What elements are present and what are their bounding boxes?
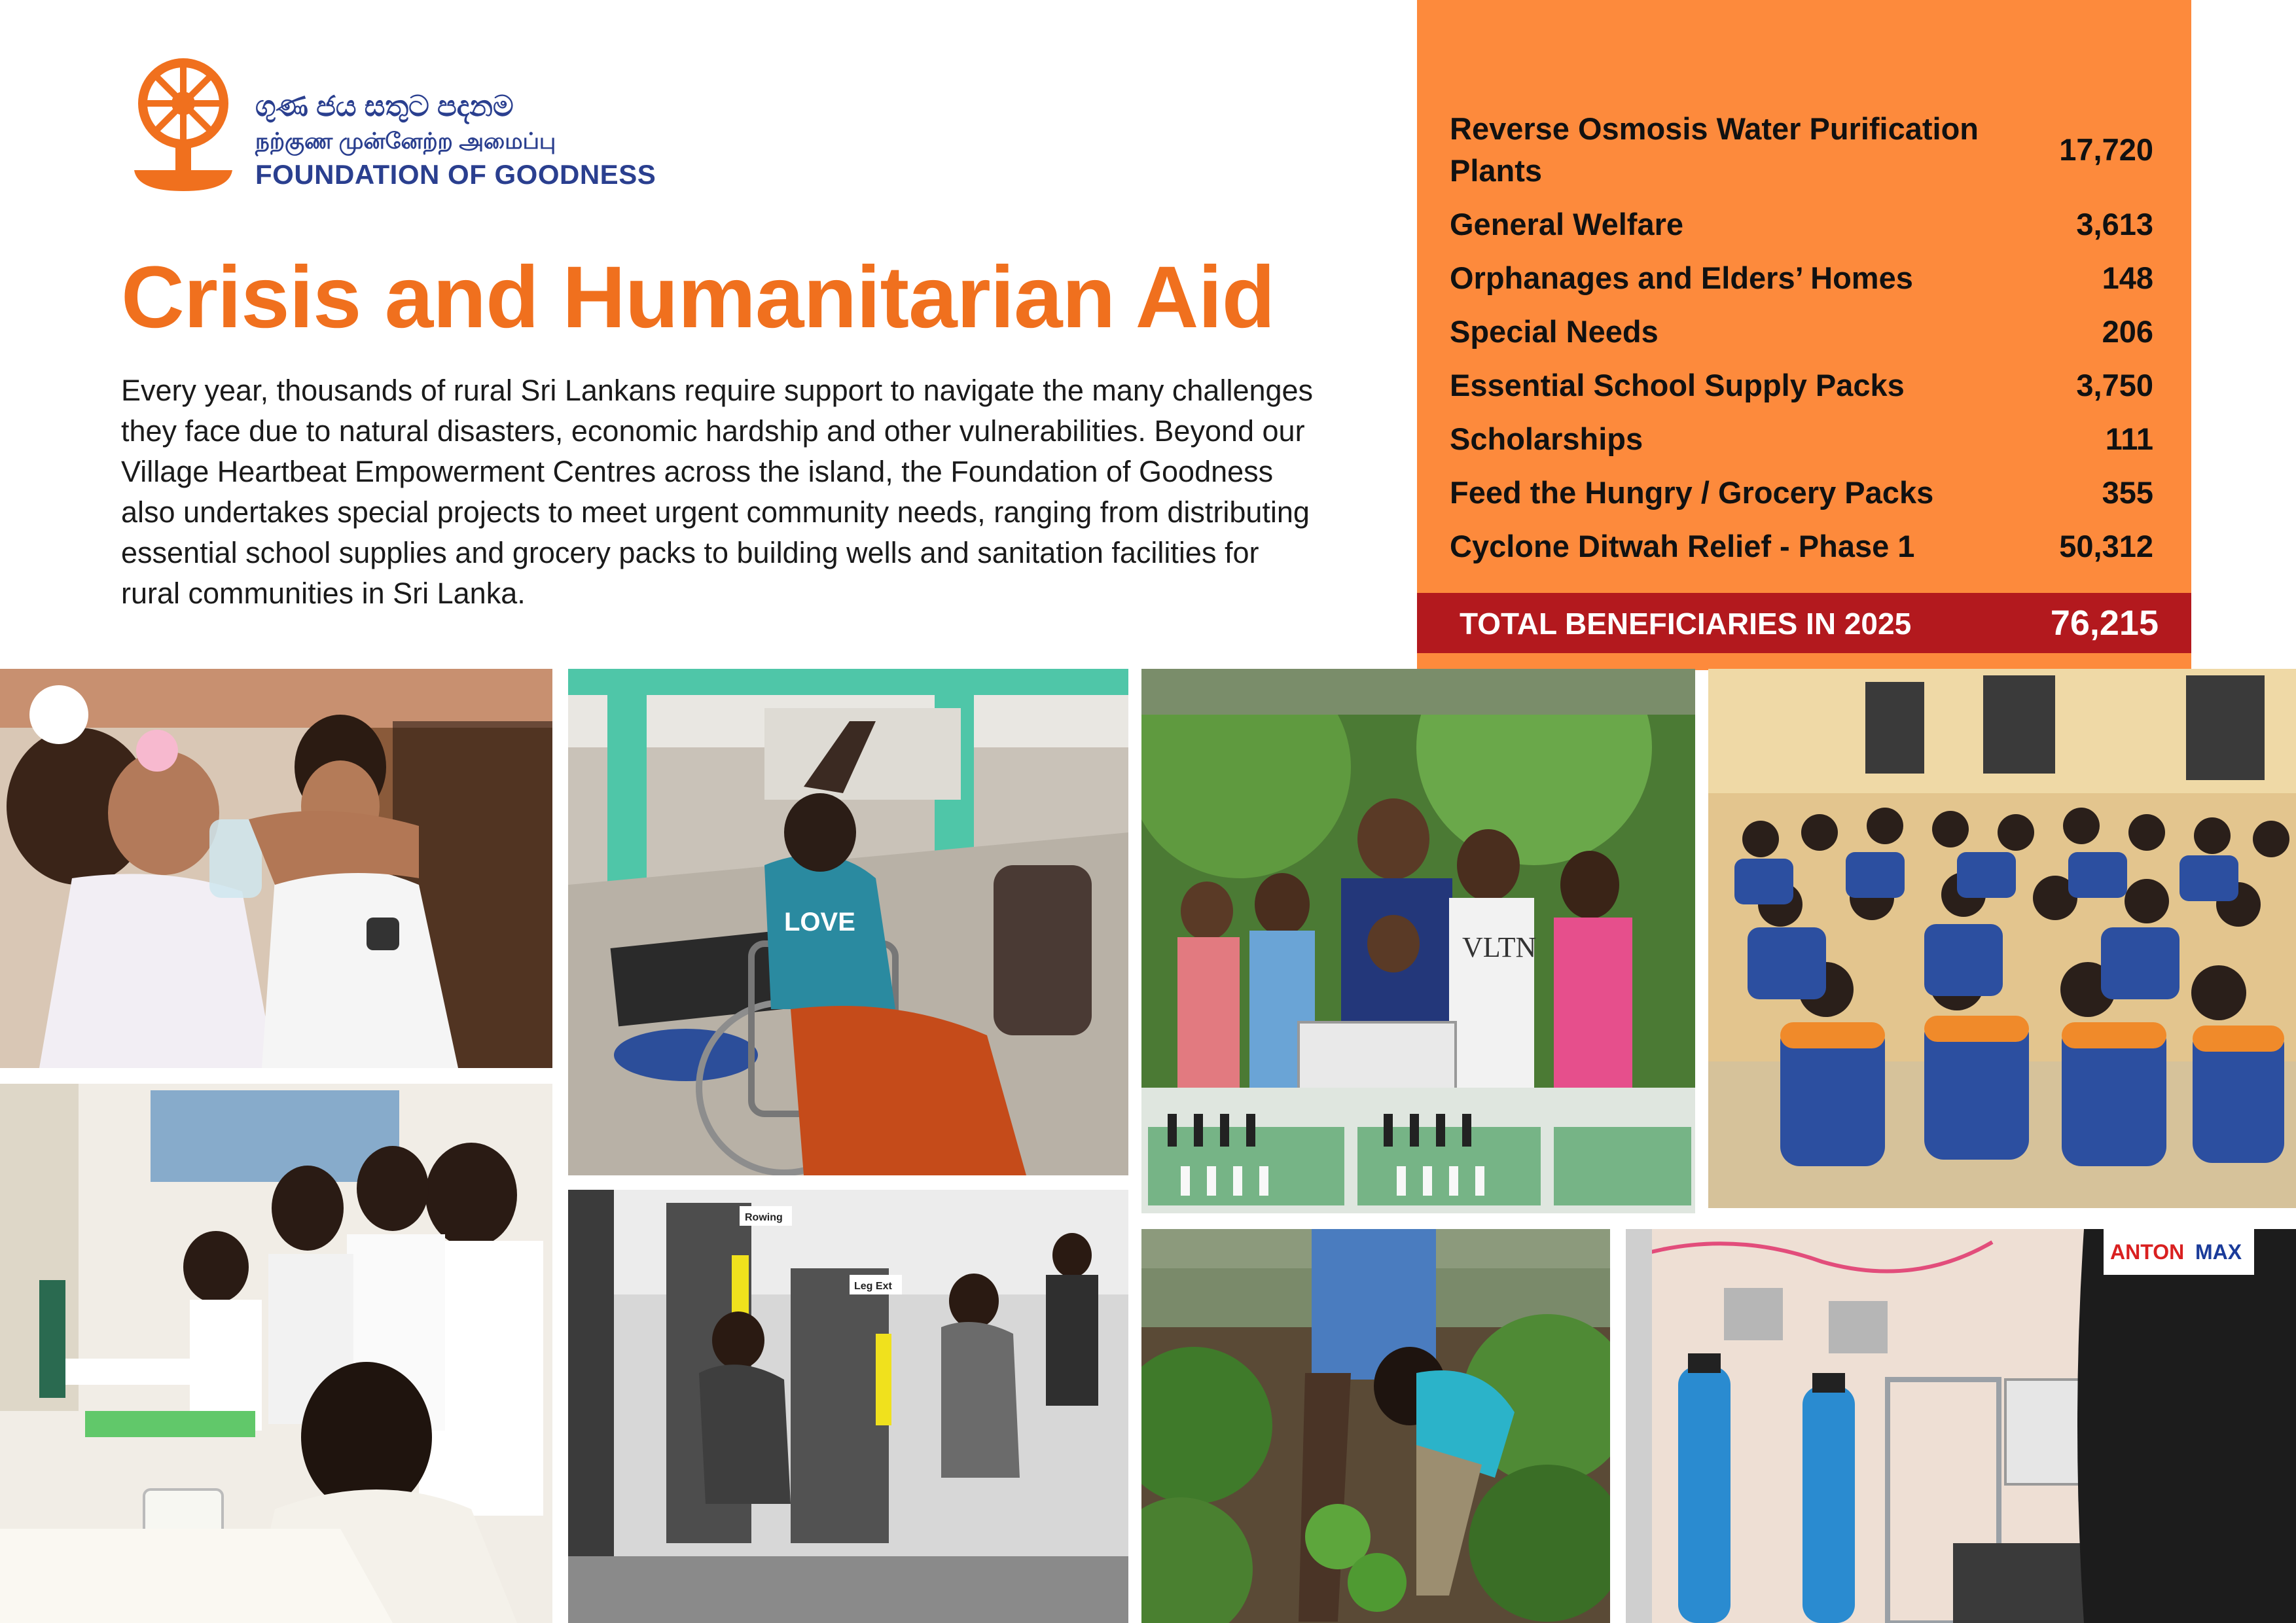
photo-home-gardening: [1141, 1229, 1610, 1623]
stat-label: Cyclone Ditwah Relief - Phase 1: [1450, 529, 1915, 563]
stat-value: 50,312: [2059, 529, 2153, 563]
stat-value: 3,750: [2076, 368, 2153, 402]
page-title: Crisis and Humanitarian Aid: [121, 249, 1275, 346]
stat-row: [1450, 418, 2153, 460]
dharma-wheel-lamp-icon: [131, 52, 236, 193]
logo-english-text: FOUNDATION OF GOODNESS: [255, 159, 656, 190]
stat-value: 355: [2102, 475, 2153, 510]
stat-row: [1450, 526, 2153, 567]
stat-value: 111: [2105, 421, 2153, 456]
stat-label: Essential School Supply Packs: [1450, 368, 1905, 402]
stat-label: Special Needs: [1450, 314, 1659, 349]
total-value: 76,215: [2050, 603, 2159, 643]
photo-wheelchair-exercise: [568, 669, 1128, 1175]
total-beneficiaries-bar: [1417, 593, 2191, 653]
logo-tamil-text: நற்குண முன்னேற்ற அமைப்பு: [255, 129, 556, 154]
ro-tank-brand1: ANTON: [2110, 1240, 2185, 1264]
stat-label: Reverse Osmosis Water Purification Plants: [1450, 111, 1979, 188]
photo-ro-water-plant: [1626, 1229, 2296, 1623]
stat-row: [1450, 311, 2153, 353]
stat-value: 17,720: [2059, 132, 2153, 167]
photo-children-drinking-water: [0, 669, 552, 1068]
chess-shirt-text: VLTN: [1462, 931, 1537, 963]
stat-row: [1450, 108, 2153, 192]
photo-chess-donation: [1141, 669, 1695, 1213]
stat-row: [1450, 204, 2153, 245]
wheelchair-shirt-text: LOVE: [784, 908, 855, 936]
beneficiaries-panel: [1417, 0, 2191, 670]
beneficiaries-list: [1450, 108, 2153, 579]
stat-row: [1450, 472, 2153, 514]
photo-sewing-class: [0, 1084, 552, 1623]
logo-sinhala-text: ගුණ ජය සතුට පදනම: [255, 90, 514, 122]
gym-label-legext: Leg Ext: [854, 1281, 892, 1292]
intro-paragraph: Every year, thousands of rural Sri Lankans require support to navigate the many challenges they face due to natural disasters, economic hardship and other vulnerabilities. Beyond our Village Heartbeat Empowerment Centres across the island, the Foundation of Goodness also undertakes special projects to meet urgent community needs, ranging from distributing essential school supplies and grocery packs to building wells and sanitation facilities for rural communities in Sri Lanka.: [121, 374, 1314, 610]
stat-row: [1450, 365, 2153, 406]
ro-tank-brand2: MAX: [2195, 1240, 2242, 1264]
stat-value: 3,613: [2076, 207, 2153, 241]
stat-value: 206: [2102, 314, 2153, 349]
photo-school-bags: [1708, 669, 2296, 1208]
photo-gym-training: [568, 1190, 1128, 1623]
total-label: TOTAL BENEFICIARIES IN 2025: [1460, 607, 1912, 641]
foundation-logo: [131, 52, 656, 193]
stat-label: Scholarships: [1450, 421, 1643, 456]
gym-label-rowing: Rowing: [745, 1212, 783, 1223]
stat-row: [1450, 257, 2153, 299]
stat-label: Feed the Hungry / Grocery Packs: [1450, 475, 1934, 510]
stat-label: Orphanages and Elders’ Homes: [1450, 260, 1913, 295]
stat-value: 148: [2102, 260, 2153, 295]
stat-label: General Welfare: [1450, 207, 1684, 241]
